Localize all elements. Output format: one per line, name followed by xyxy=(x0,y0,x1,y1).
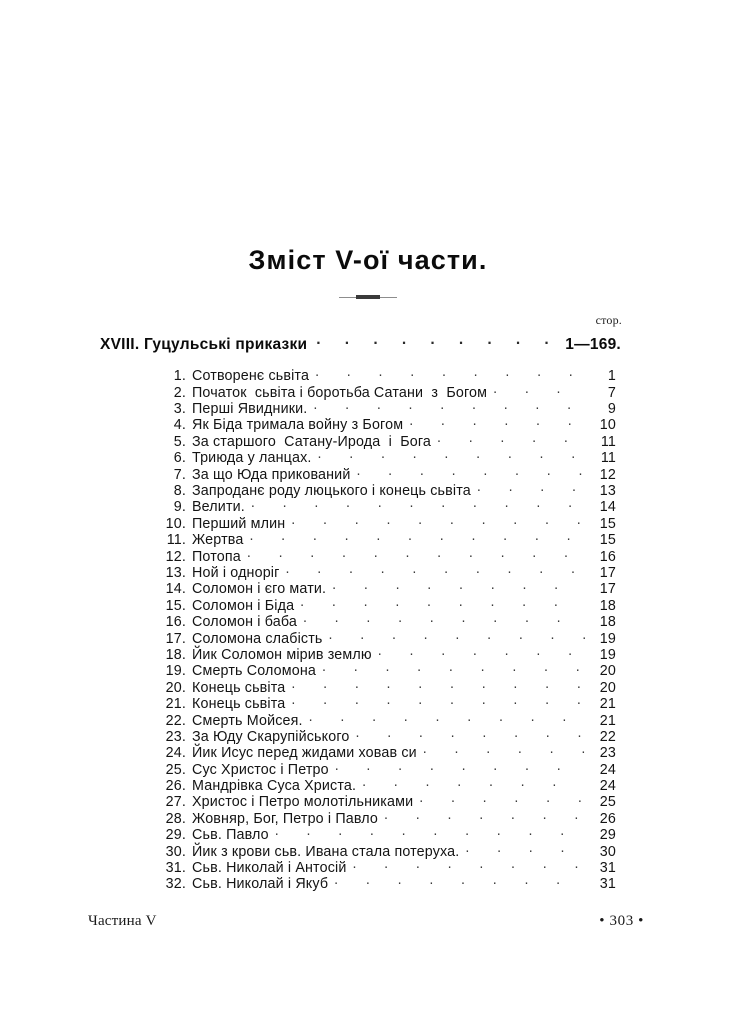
toc-entry-number: 26. xyxy=(165,778,186,795)
toc-entry-title: Перший млин xyxy=(192,515,286,532)
toc-entry-number: 24. xyxy=(165,745,186,762)
toc-entry-dot-leader xyxy=(315,366,585,380)
toc-entry-dot-leader xyxy=(322,661,585,675)
toc-entry-title: Смерть Мойсея. xyxy=(192,712,303,729)
toc-entry-page-number: 16 xyxy=(599,548,616,565)
toc-entry-page-number: 20 xyxy=(599,663,616,680)
toc-entry-title: Сус Христос і Петро xyxy=(192,761,329,778)
toc-entry-page-number: 31 xyxy=(599,876,616,893)
toc-entry-number: 18. xyxy=(165,646,186,663)
toc-entry-page-number: 31 xyxy=(599,860,616,877)
toc-entry-page-number: 19 xyxy=(599,630,616,647)
pages-column-caption: стор. xyxy=(595,313,622,327)
toc-entry[interactable] xyxy=(160,415,616,434)
toc-entry-dot-leader xyxy=(329,628,585,642)
toc-entry[interactable] xyxy=(160,497,616,516)
toc-entry-page-number: 30 xyxy=(599,843,616,860)
toc-entry-title: Йик Исус перед жидами ховав си xyxy=(192,745,417,762)
toc-entry-title: Конець сьвіта xyxy=(192,679,286,696)
toc-entry-dot-leader xyxy=(356,464,585,478)
toc-entry-dot-leader xyxy=(362,776,585,790)
toc-entry-number: 17. xyxy=(165,630,186,647)
toc-entry[interactable] xyxy=(160,514,616,530)
toc-entry-dot-leader xyxy=(409,415,585,429)
toc-entry-page-number: 11 xyxy=(600,433,616,450)
footer-part-label: Частина V xyxy=(88,913,157,929)
toc-entry-page-number: 24 xyxy=(599,778,616,795)
toc-entry[interactable] xyxy=(160,825,616,844)
toc-entry-number: 6. xyxy=(173,450,186,467)
toc-entry-title: Початок сьвіта і боротьба Сатани з Богом xyxy=(192,384,488,401)
toc-entry-title: Велити. xyxy=(192,499,245,516)
toc-entry-title: Ной і однорiг xyxy=(192,564,280,581)
toc-entry-page-number: 17 xyxy=(599,581,616,598)
toc-entry-title: Йик з крови сьв. Ивана стала потеруха. xyxy=(192,843,460,860)
toc-entry-dot-leader xyxy=(384,809,585,823)
toc-entry[interactable] xyxy=(160,464,616,483)
toc-entry-page-number: 21 xyxy=(599,696,616,713)
toc-entry-page-number: 9 xyxy=(607,401,616,418)
toc-entry-title: Смерть Соломона xyxy=(192,663,317,680)
toc-entry-title: Жовняр, Бог, Петро і Павло xyxy=(192,810,379,827)
toc-entry-title: Як Біда тримала войну з Богом xyxy=(192,417,404,434)
toc-entry-page-number: 15 xyxy=(599,532,616,549)
toc-entry-title: Сьв. Павло xyxy=(192,827,269,844)
toc-entry-dot-leader xyxy=(332,579,585,593)
toc-entry-number: 15. xyxy=(165,597,186,614)
toc-entry[interactable] xyxy=(160,546,616,565)
toc-entry-dot-leader xyxy=(309,710,585,724)
toc-entry-page-number: 19 xyxy=(599,646,616,663)
toc-entry[interactable] xyxy=(160,612,616,631)
toc-entry-page-number: 11 xyxy=(600,450,616,467)
toc-entry-number: 11. xyxy=(166,532,186,549)
toc-entry[interactable] xyxy=(160,858,616,877)
toc-entry-number: 4. xyxy=(173,417,186,434)
toc-entry[interactable] xyxy=(160,776,616,795)
toc-entry[interactable] xyxy=(160,792,616,811)
toc-entry-title: За Юду Скарупійського xyxy=(192,728,350,745)
toc-entry[interactable] xyxy=(160,743,616,762)
toc-entry-dot-leader xyxy=(275,825,585,839)
toc-entry-number: 10. xyxy=(165,515,186,532)
toc-entry-title: Жертва xyxy=(192,532,244,549)
toc-entry[interactable] xyxy=(160,366,616,385)
toc-entry-dot-leader xyxy=(247,546,585,560)
toc-entry[interactable] xyxy=(160,841,616,860)
toc-entry-dot-leader xyxy=(477,481,585,495)
toc-entry[interactable] xyxy=(160,759,616,778)
toc-entry[interactable] xyxy=(160,727,616,743)
toc-entry-number: 14. xyxy=(165,581,186,598)
toc-entry-title: Сьв. Николай і Якуб xyxy=(192,876,329,893)
toc-entry-number: 1. xyxy=(173,368,186,385)
toc-entry-number: 12. xyxy=(165,548,186,565)
chapter-page-range: 1—169. xyxy=(565,335,621,353)
toc-entry[interactable] xyxy=(160,628,616,647)
toc-entry-page-number: 15 xyxy=(599,515,616,532)
toc-entry-list xyxy=(160,366,616,891)
toc-entry-number: 25. xyxy=(165,761,186,778)
toc-entry-dot-leader xyxy=(313,399,585,413)
toc-entry[interactable] xyxy=(160,530,616,549)
toc-entry[interactable] xyxy=(160,595,616,614)
decorative-rule-icon xyxy=(339,295,397,299)
page-title: Зміст V-ої части. xyxy=(248,245,488,275)
toc-entry-title: За що Юда прикований xyxy=(192,466,351,483)
toc-entry-page-number: 18 xyxy=(599,614,616,631)
toc-entry[interactable] xyxy=(160,710,616,729)
toc-entry-dot-leader xyxy=(251,497,585,511)
toc-entry-dot-leader xyxy=(493,382,585,396)
toc-entry-dot-leader xyxy=(355,727,585,741)
toc-entry-title: Запроданє роду люцького і конець сьвіта xyxy=(192,483,471,500)
toc-entry-title: Перші Явидники. xyxy=(192,401,308,418)
toc-entry-title: Соломон і баба xyxy=(192,614,297,631)
toc-entry-dot-leader xyxy=(303,612,585,626)
toc-entry-title: Христос і Петро молотільниками xyxy=(192,794,414,811)
toc-entry-number: 28. xyxy=(165,810,186,827)
toc-entry-dot-leader xyxy=(419,792,585,806)
toc-entry-title: Соломон і Біда xyxy=(192,597,295,614)
toc-entry-number: 19. xyxy=(165,663,186,680)
toc-entry-page-number: 12 xyxy=(599,466,616,483)
toc-entry-dot-leader xyxy=(291,514,585,528)
toc-entry-number: 22. xyxy=(165,712,186,729)
toc-entry-title: Соломона слабість xyxy=(192,630,323,647)
toc-entry[interactable] xyxy=(160,874,616,893)
toc-entry-number: 13. xyxy=(165,564,186,581)
toc-entry-page-number: 29 xyxy=(599,827,616,844)
toc-entry-page-number: 14 xyxy=(599,499,616,516)
toc-entry-number: 21. xyxy=(165,696,186,713)
toc-entry-dot-leader xyxy=(300,595,585,609)
toc-entry-page-number: 7 xyxy=(607,384,616,401)
toc-entry-page-number: 1 xyxy=(607,368,616,385)
toc-entry-dot-leader xyxy=(291,677,585,691)
toc-entry-title: За старшого Сатану-Ирода і Бога xyxy=(192,433,431,450)
toc-entry-dot-leader xyxy=(334,874,585,888)
toc-entry-dot-leader xyxy=(286,563,585,577)
toc-entry[interactable] xyxy=(160,399,616,418)
toc-entry[interactable] xyxy=(160,809,616,825)
toc-entry-number: 7. xyxy=(173,466,186,483)
toc-entry-dot-leader xyxy=(318,448,585,462)
toc-entry-number: 23. xyxy=(165,728,186,745)
toc-entry[interactable] xyxy=(160,481,616,500)
toc-entry-number: 9. xyxy=(173,499,186,516)
toc-entry-title: Йик Соломон мірив землю xyxy=(192,646,372,663)
toc-entry-number: 5. xyxy=(173,433,186,450)
toc-entry-page-number: 24 xyxy=(599,761,616,778)
toc-entry[interactable] xyxy=(160,677,616,696)
toc-entry-page-number: 13 xyxy=(599,483,616,500)
toc-entry-page-number: 20 xyxy=(599,679,616,696)
toc-entry-page-number: 23 xyxy=(599,745,616,762)
toc-entry-number: 3. xyxy=(173,401,186,418)
toc-entry-title: Мандрівка Суса Христа. xyxy=(192,778,357,795)
toc-entry-dot-leader xyxy=(352,858,585,872)
toc-entry-dot-leader xyxy=(437,432,585,446)
toc-entry-number: 27. xyxy=(165,794,186,811)
toc-entry-number: 29. xyxy=(165,827,186,844)
toc-entry-dot-leader xyxy=(465,841,585,855)
footer-page-number: • 303 • xyxy=(599,913,644,929)
toc-entry[interactable] xyxy=(160,645,616,661)
chapter-heading xyxy=(100,333,621,355)
toc-entry[interactable] xyxy=(160,432,616,448)
toc-entry-dot-leader xyxy=(291,694,585,708)
toc-entry-dot-leader xyxy=(378,645,585,659)
toc-entry-title: Конець сьвіта xyxy=(192,696,286,713)
toc-entry-page-number: 22 xyxy=(599,728,616,745)
toc-entry[interactable] xyxy=(160,694,616,713)
toc-entry-number: 30. xyxy=(165,843,186,860)
chapter-dot-leader xyxy=(316,333,558,349)
toc-entry-title: Триюда у ланцах. xyxy=(192,450,312,467)
toc-entry-dot-leader xyxy=(335,759,585,773)
toc-entry[interactable] xyxy=(160,563,616,579)
toc-entry-page-number: 21 xyxy=(599,712,616,729)
toc-entry[interactable] xyxy=(160,382,616,401)
toc-entry-page-number: 26 xyxy=(599,810,616,827)
toc-entry-number: 20. xyxy=(165,679,186,696)
toc-entry-page-number: 10 xyxy=(599,417,616,434)
toc-entry-number: 31. xyxy=(165,860,186,877)
toc-entry-dot-leader xyxy=(423,743,585,757)
toc-entry-title: Сотворенє сьвіта xyxy=(192,368,310,385)
toc-entry-number: 8. xyxy=(173,483,186,500)
toc-entry-number: 16. xyxy=(165,614,186,631)
toc-entry-title: Сьв. Николай і Антосій xyxy=(192,860,347,877)
toc-entry[interactable] xyxy=(160,661,616,680)
toc-entry-page-number: 25 xyxy=(599,794,616,811)
chapter-heading-label: XVIII. Гуцульські приказки xyxy=(100,335,308,353)
toc-entry[interactable] xyxy=(160,579,616,598)
toc-entry-title: Соломон і єго мати. xyxy=(192,581,327,598)
toc-entry-number: 2. xyxy=(173,384,186,401)
toc-entry-page-number: 17 xyxy=(599,564,616,581)
toc-entry-dot-leader xyxy=(249,530,585,544)
toc-entry[interactable] xyxy=(160,448,616,467)
toc-entry-title: Потопа xyxy=(192,548,241,565)
toc-entry-page-number: 18 xyxy=(599,597,616,614)
toc-entry-number: 32. xyxy=(165,876,186,893)
